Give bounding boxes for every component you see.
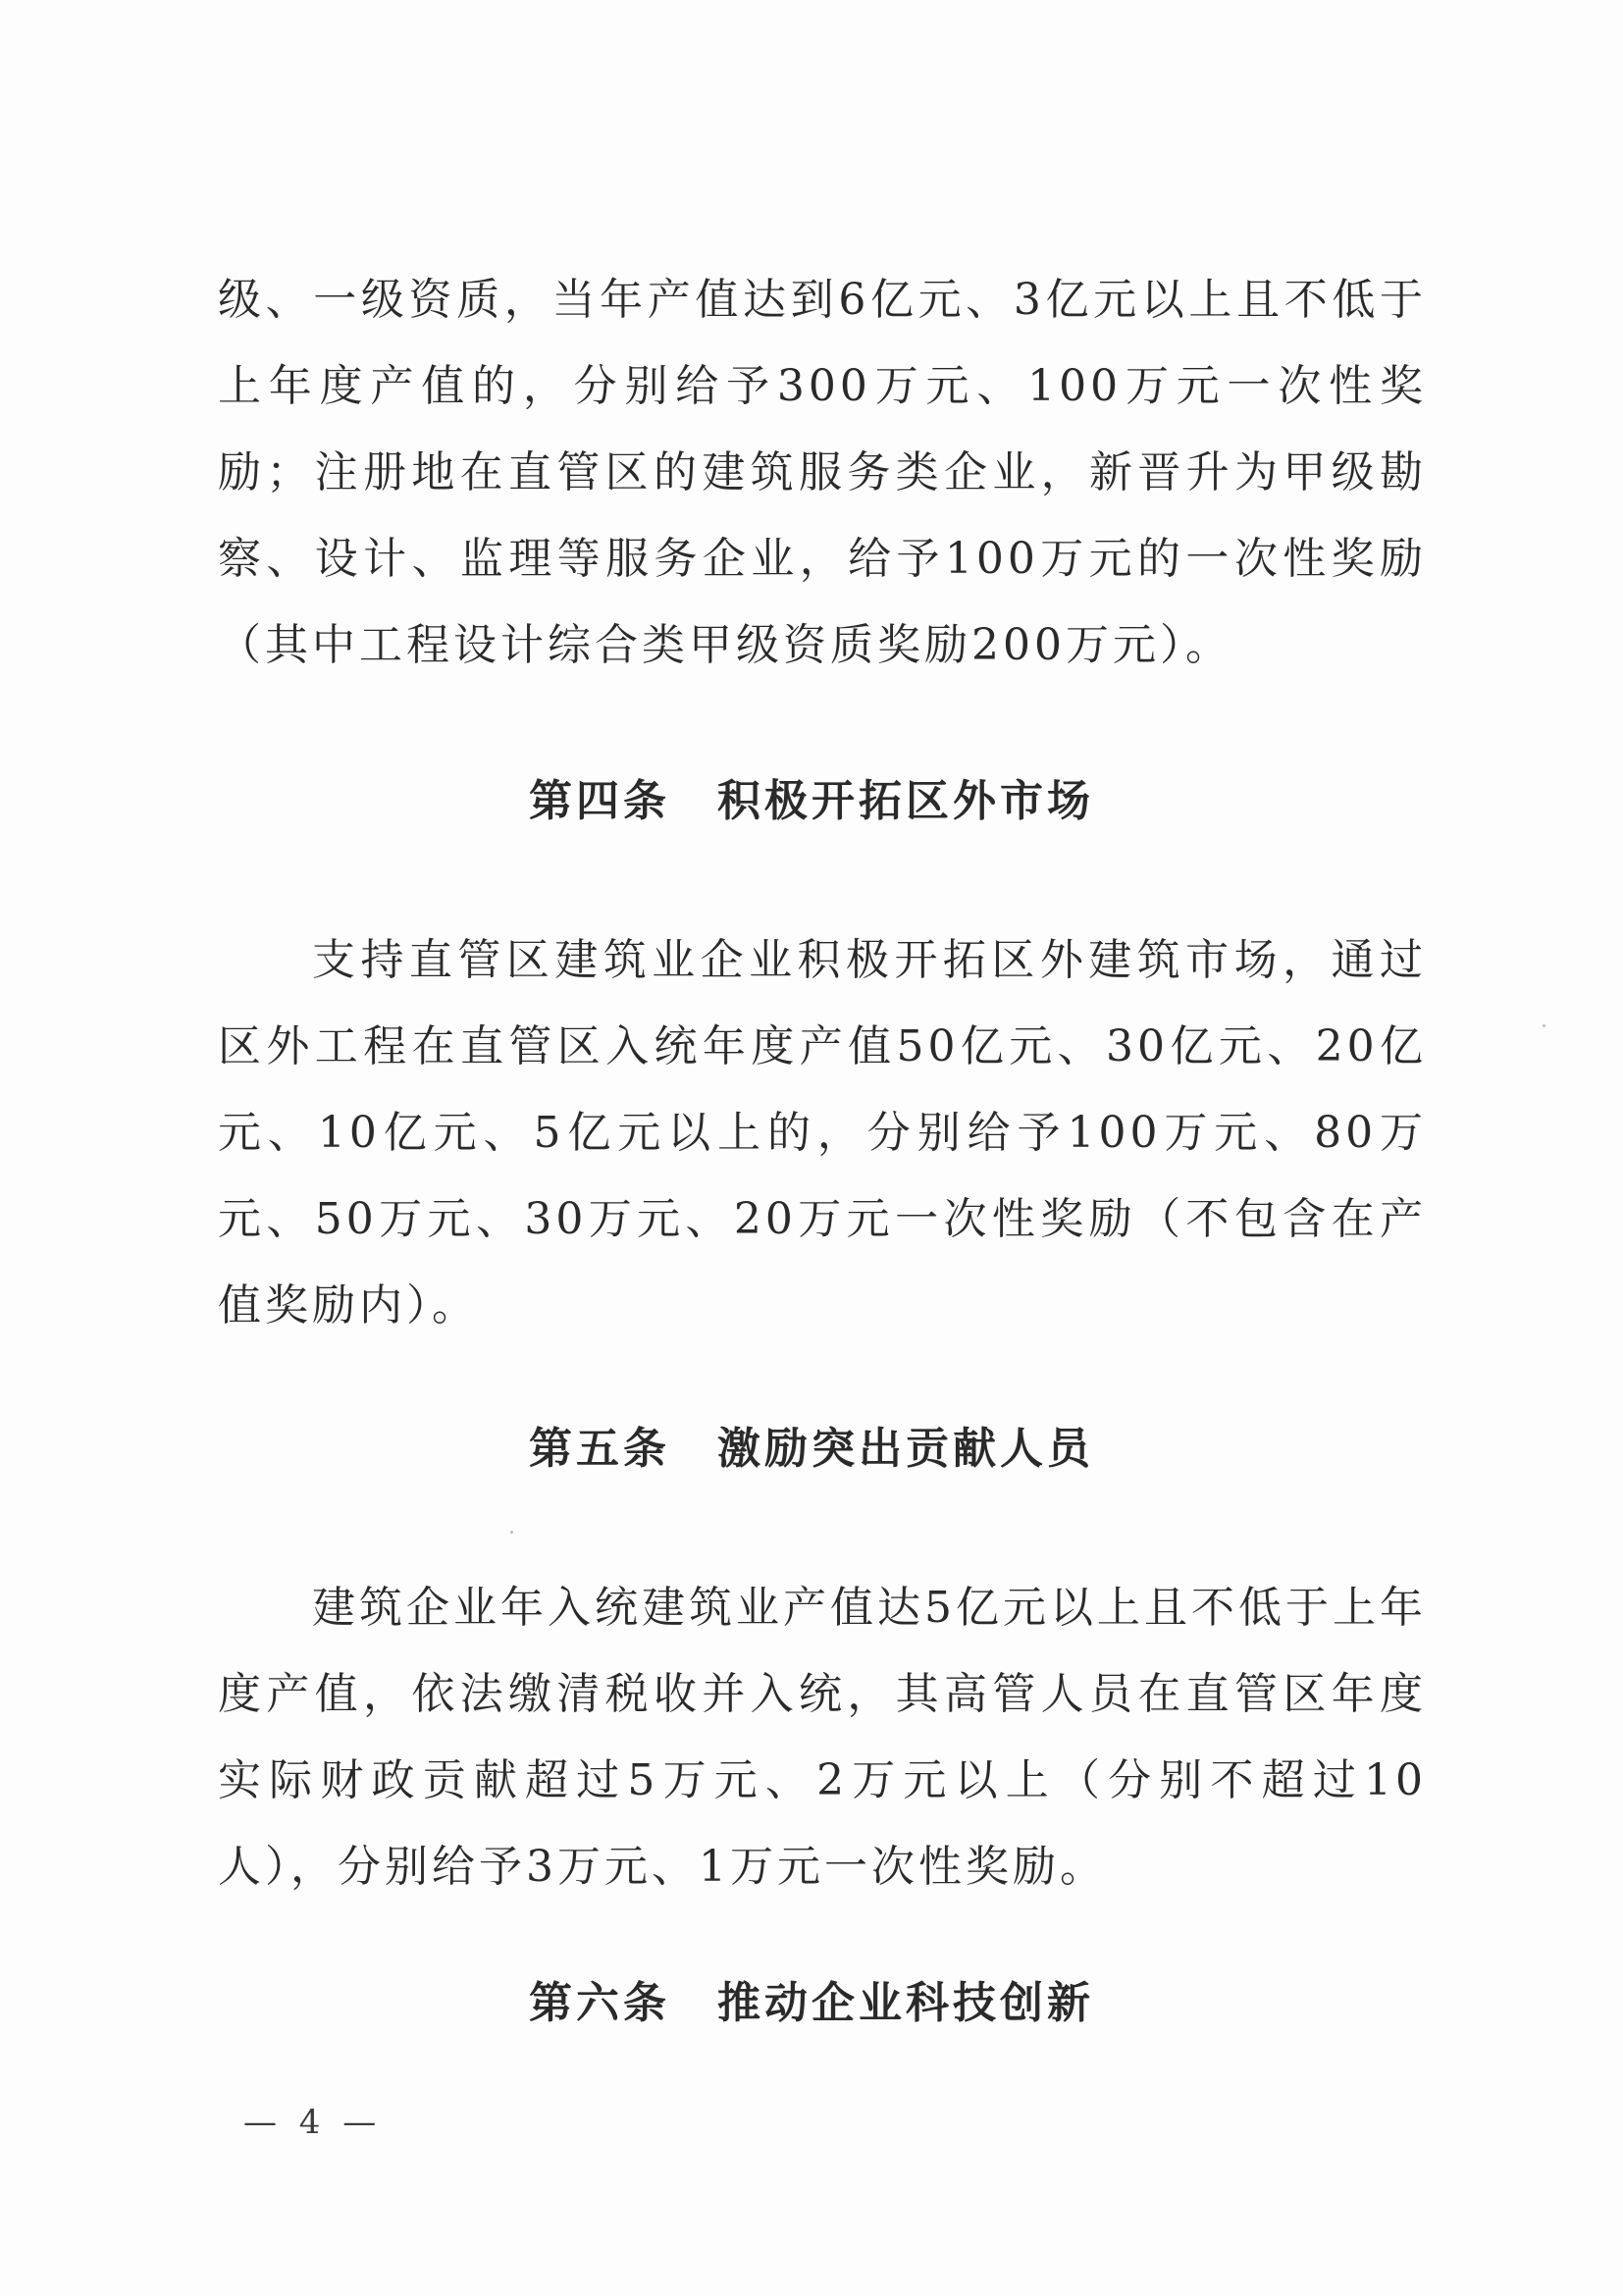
paragraph-article-4: 支持直管区建筑业企业积极开拓区外建筑市场，通过区外工程在直管区入统年度产值50亿元、30亿元、20亿元、10亿元、5亿元以上的，分别给予100万元、80万元、50万元、30万元、20万元一次性奖励（不包含在产值奖励内）。 (218, 935, 1427, 1331)
scan-speck (1543, 1024, 1545, 1027)
paragraph-article-3-continued: 级、一级资质，当年产值达到6亿元、3亿元以上且不低于上年度产值的，分别给予300万元、100万元一次性奖励；注册地在直管区的建筑服务类企业，新晋升为甲级勘察、设计、监理等服务企业，给予100万元的一次性奖励（其中工程设计综合类甲级资质奖励200万元）。 (218, 275, 1427, 670)
scan-speck (510, 1531, 513, 1534)
heading-article-6: 第六条 推动企业科技创新 (529, 1978, 1094, 2028)
paragraph-article-5: 建筑企业年入统建筑业产值达5亿元以上且不低于上年度产值，依法缴清税收并入统，其高管人员在直管区年度实际财政贡献超过5万元、2万元以上（分别不超过10人），分别给予3万元、1万元一次性奖励。 (218, 1583, 1427, 1892)
heading-article-5: 第五条 激励突出贡献人员 (529, 1424, 1094, 1474)
heading-article-4: 第四条 积极开拓区外市场 (529, 776, 1094, 826)
page-number: — 4 — (243, 2103, 383, 2142)
